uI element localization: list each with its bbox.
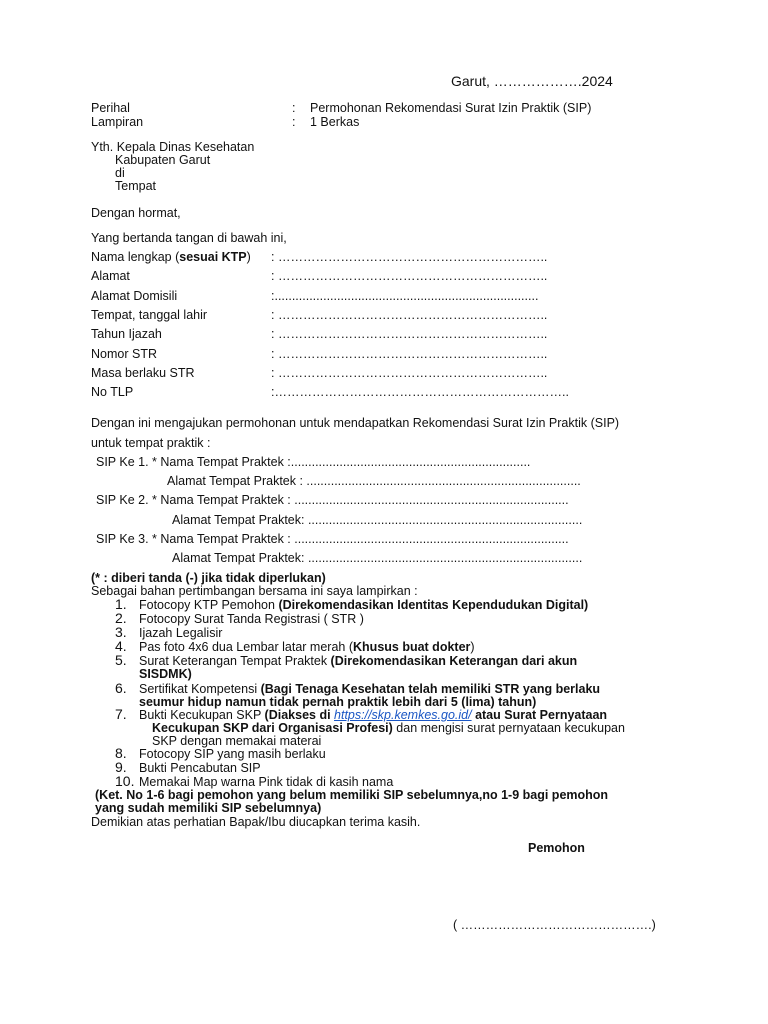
attach-item: Memakai Map warna Pink tidak di kasih nama — [139, 775, 394, 789]
attach-number: 9. — [115, 759, 127, 775]
meta-sep: : — [292, 101, 296, 115]
request-text: Dengan ini mengajukan permohonan untuk mendapatkan Rekomendasi Surat Izin Praktik (SIP) — [91, 416, 620, 430]
attach-item: Sertifikat Kompetensi (Bagi Tenaga Kesehatan telah memiliki STR yang berlaku — [139, 682, 601, 696]
attach-number: 1. — [115, 596, 127, 612]
sip-name-line[interactable]: SIP Ke 2. * Nama Tempat Praktek : ............................................................................... — [96, 493, 569, 507]
field-label-nama: Nama lengkap (sesuai KTP) — [91, 250, 251, 264]
field-value-nama[interactable]: : ……………………………………………………….. — [271, 250, 548, 264]
attach-item: Bukti Kecukupan SKP (Diakses di https://skp.kemkes.go.id/ atau Surat Pernyataan — [139, 708, 608, 722]
field-label-alamat: Alamat — [91, 269, 130, 283]
meta-label-lampiran: Lampiran — [91, 115, 144, 129]
intro-text: Yang bertanda tangan di bawah ini, — [91, 231, 287, 245]
sip-name-line[interactable]: SIP Ke 3. * Nama Tempat Praktek : ............................................................................... — [96, 532, 569, 546]
sip-name-line[interactable]: SIP Ke 1. * Nama Tempat Praktek :..................................................................... — [96, 455, 531, 469]
attach-item: Pas foto 4x6 dua Lembar latar merah (Khusus buat dokter) — [139, 640, 475, 654]
attach-number: 5. — [115, 652, 127, 668]
sip-address-line[interactable]: Alamat Tempat Praktek : ............................................................................... — [167, 474, 581, 488]
attach-item-cont: Kecukupan SKP dari Organisasi Profesi) dan mengisi surat pernyataan kecukupan — [152, 721, 625, 735]
field-label-str: Nomor STR — [91, 347, 157, 361]
sip-address-line[interactable]: Alamat Tempat Praktek: ............................................................................... — [172, 551, 583, 565]
request-text: untuk tempat praktik : — [91, 436, 211, 450]
skp-link[interactable]: https://skp.kemkes.go.id/ — [334, 708, 472, 722]
meta-value-perihal: Permohonan Rekomendasi Surat Izin Praktik (SIP) — [310, 101, 592, 115]
field-value-tlp[interactable]: :…………………………………………………………….. — [271, 385, 569, 399]
sip-address-line[interactable]: Alamat Tempat Praktek: ............................................................................... — [172, 513, 583, 527]
field-label-ttl: Tempat, tanggal lahir — [91, 308, 208, 322]
recipient-line: di — [115, 166, 125, 180]
field-value-ijazah[interactable]: : ……………………………………………………….. — [271, 327, 548, 341]
attach-item: Fotocopy SIP yang masih berlaku — [139, 747, 326, 761]
meta-label-perihal: Perihal — [91, 101, 130, 115]
closing-text: Demikian atas perhatian Bapak/Ibu diucapkan terima kasih. — [91, 815, 421, 829]
ket-note: (Ket. No 1-6 bagi pemohon yang belum memiliki SIP sebelumnya,no 1-9 bagi pemohon — [95, 788, 609, 802]
meta-value-lampiran: 1 Berkas — [310, 115, 360, 129]
attach-number: 8. — [115, 745, 127, 761]
attach-item-cont: seumur hidup namun tidak pernah praktik lebih dari 5 (lima) tahun) — [139, 695, 537, 709]
meta-sep: : — [292, 115, 296, 129]
attach-item-cont: SISDMK) — [139, 667, 192, 681]
recipient-line: Kabupaten Garut — [115, 153, 211, 167]
note-mark: (* : diberi tanda (-) jika tidak diperlukan) — [91, 571, 326, 585]
attach-number: 10. — [115, 773, 135, 789]
field-value-ttl[interactable]: : ……………………………………………………….. — [271, 308, 548, 322]
recipient-line: Yth. Kepala Dinas Kesehatan — [91, 140, 255, 154]
attach-number: 7. — [115, 706, 127, 722]
field-value-alamat[interactable]: : ……………………………………………………….. — [271, 269, 548, 283]
attach-item: Surat Keterangan Tempat Praktek (Direkomendasikan Keterangan dari akun — [139, 654, 578, 668]
field-label-ijazah: Tahun Ijazah — [91, 327, 162, 341]
place-date: Garut, ……………….2024 — [451, 73, 613, 89]
field-value-masa-str[interactable]: : ……………………………………………………….. — [271, 366, 548, 380]
attach-item: Ijazah Legalisir — [139, 626, 223, 640]
attach-item: Fotocopy KTP Pemohon (Direkomendasikan Identitas Kependudukan Digital) — [139, 598, 589, 612]
field-value-domisili[interactable]: :............................................................................ — [271, 289, 539, 303]
field-label-tlp: No TLP — [91, 385, 134, 399]
attach-number: 6. — [115, 680, 127, 696]
recipient-line: Tempat — [115, 179, 156, 193]
greeting: Dengan hormat, — [91, 206, 181, 220]
field-value-str[interactable]: : ……………………………………………………….. — [271, 347, 548, 361]
attach-item-cont: SKP dengan memakai materai — [152, 734, 322, 748]
signature-line[interactable]: ( ……………………………………….) — [453, 918, 656, 932]
attach-item: Fotocopy Surat Tanda Registrasi ( STR ) — [139, 612, 364, 626]
attach-intro: Sebagai bahan pertimbangan bersama ini saya lampirkan : — [91, 584, 418, 598]
attach-number: 2. — [115, 610, 127, 626]
attach-number: 4. — [115, 638, 127, 654]
attach-number: 3. — [115, 624, 127, 640]
attach-item: Bukti Pencabutan SIP — [139, 761, 261, 775]
field-label-domisili: Alamat Domisili — [91, 289, 178, 303]
ket-note: yang sudah memiliki SIP sebelumnya) — [95, 801, 322, 815]
field-label-masa-str: Masa berlaku STR — [91, 366, 195, 380]
signature-title: Pemohon — [528, 841, 585, 855]
